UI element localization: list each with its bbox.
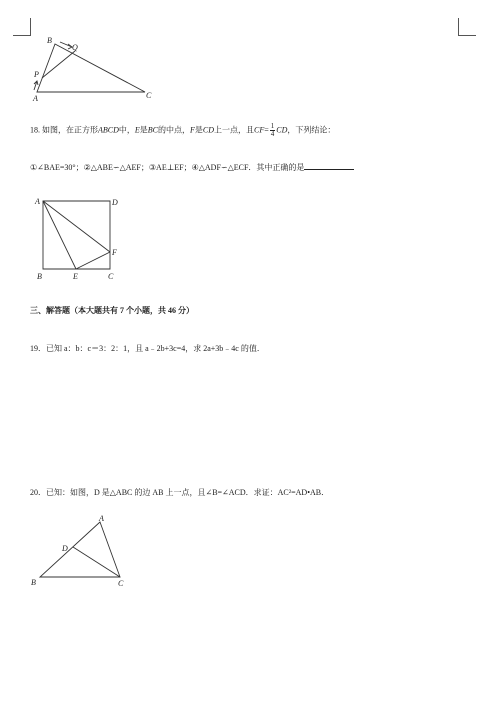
label-e: E <box>73 272 78 281</box>
segment-ef <box>76 252 110 269</box>
question-20: 20．已知：如图，D 是△ABC 的边 AB 上一点，且∠B=∠ACD．求证：AC²=AD•AB． <box>30 488 330 497</box>
label-c: C <box>146 91 152 100</box>
question-18-number: 18. <box>30 125 40 135</box>
fraction-one-quarter: $\frac{1}{4}$ <box>270 122 275 138</box>
figure-q18-square <box>30 193 130 285</box>
label-b: B <box>37 272 42 281</box>
question-19: 19．已知 a：b：c＝3：2：1，且 a﹣2b+3c=4，求 2a+3b﹣4c 的值． <box>30 344 265 353</box>
figure-q20-triangle <box>28 512 138 592</box>
label-p: P <box>34 70 39 79</box>
question-18-line-1: 18. 如图，在正方形ABCD中，E是BC的中点，F是CD上一点，且CF= $\frac{1}{4}$ CD，下列结论： <box>30 122 336 138</box>
label-b: B <box>31 578 36 587</box>
label-c: C <box>118 579 124 588</box>
square-abcd <box>43 201 110 269</box>
figure-q17-triangle <box>25 34 165 106</box>
question-18-line-2 <box>30 161 354 173</box>
segment-ae <box>43 201 76 269</box>
label-d: D <box>62 544 68 553</box>
label-c: C <box>108 272 114 281</box>
label-d: D <box>112 198 118 207</box>
question-18-conclusions: ①∠BAE=30°；②△ABE∽△AEF；③AE⊥EF；④△ADF∽△ECF．其中正确的是 <box>30 163 305 172</box>
corner-mark-top-right-horizontal <box>458 35 476 36</box>
segment-dc <box>73 547 120 577</box>
label-b: B <box>47 36 52 45</box>
section-3-heading: 三、解答题（本大题共有 7 个小题，共 46 分） <box>30 306 194 315</box>
label-a: A <box>35 197 40 206</box>
arrow-q-shaft <box>60 42 72 47</box>
label-a: A <box>33 94 38 103</box>
label-f: F <box>112 248 117 257</box>
triangle-abc <box>40 522 120 577</box>
answer-blank[interactable] <box>304 161 354 170</box>
label-q: Q <box>72 43 78 52</box>
label-a: A <box>99 514 104 523</box>
triangle-abc <box>37 44 145 92</box>
corner-mark-top-right-vertical <box>458 18 459 36</box>
segment-af <box>43 201 110 252</box>
